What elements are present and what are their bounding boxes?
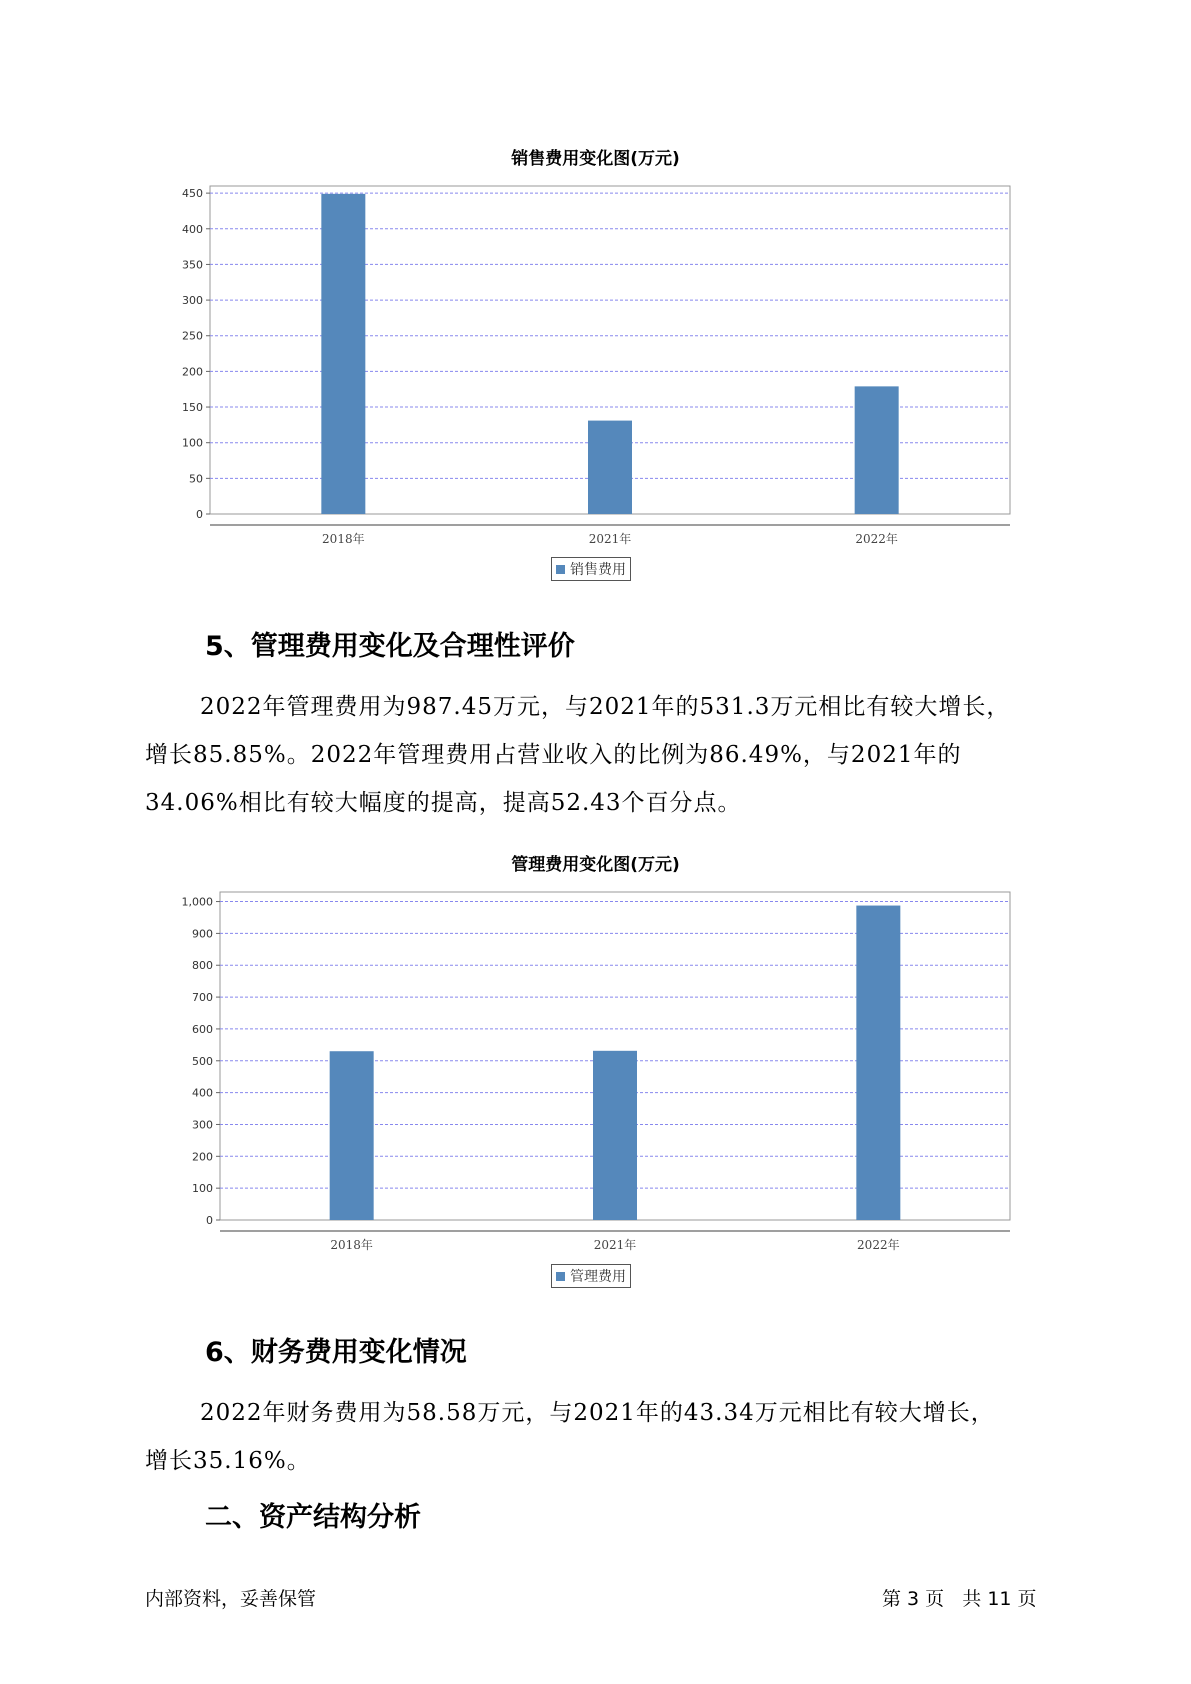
bar [330,1051,374,1220]
y-tick-label: 1,000 [181,895,213,909]
y-tick-label: 700 [192,991,213,1005]
y-tick-label: 300 [182,294,203,308]
y-tick-label: 350 [182,258,203,272]
legend-swatch [556,1272,565,1281]
paragraph-line: 增长85.85%。2022年管理费用占营业收入的比例为86.49%，与2021年的 [145,742,962,768]
y-tick-label: 400 [192,1086,213,1100]
y-tick-label: 900 [192,927,213,941]
y-tick-label: 100 [182,436,203,450]
paragraph-line: 增长35.16%。 [145,1448,311,1474]
y-tick-label: 0 [206,1214,213,1227]
x-tick-label: 2022年 [855,532,898,546]
bar [856,906,900,1220]
chart-title: 销售费用变化图(万元) [511,149,680,169]
chart-legend [551,1264,631,1288]
x-tick-label: 2018年 [330,1238,373,1252]
legend-label: 销售费用 [570,562,626,578]
y-tick-label: 400 [182,222,203,236]
bar [593,1051,637,1220]
legend-label: 管理费用 [570,1269,626,1285]
x-tick-label: 2022年 [857,1238,900,1252]
x-tick-label: 2018年 [322,532,365,546]
y-tick-label: 600 [192,1022,213,1036]
y-tick-label: 200 [182,365,203,379]
y-tick-label: 300 [192,1118,213,1132]
y-tick-label: 100 [192,1182,213,1196]
section-two-heading: 二、资产结构分析 [205,1502,421,1533]
chart-title: 管理费用变化图(万元) [511,855,680,875]
section5-heading: 5、管理费用变化及合理性评价 [205,631,575,662]
y-tick-label: 250 [182,329,203,343]
y-tick-label: 0 [196,508,203,521]
paragraph-line: 2022年财务费用为58.58万元，与2021年的43.34万元相比有较大增长， [200,1400,995,1426]
x-tick-label: 2021年 [588,532,632,546]
y-tick-label: 800 [192,959,213,973]
y-tick-label: 150 [182,401,203,415]
footer-page-number: 第 3 页 共 11 页 [882,1588,1037,1610]
section6-paragraph [145,1389,1080,1485]
paragraph-line: 34.06%相比有较大幅度的提高，提高52.43个百分点。 [145,790,742,816]
y-tick-label: 450 [182,187,203,201]
y-tick-label: 200 [192,1150,213,1164]
y-tick-label: 50 [189,472,203,486]
section6-heading: 6、财务费用变化情况 [205,1337,467,1368]
x-tick-label: 2021年 [593,1238,637,1252]
paragraph-line: 2022年管理费用为987.45万元，与2021年的531.3万元相比有较大增长， [200,694,1011,720]
footer-confidential: 内部资料，妥善保管 [145,1588,317,1610]
y-tick-label: 500 [192,1054,213,1068]
